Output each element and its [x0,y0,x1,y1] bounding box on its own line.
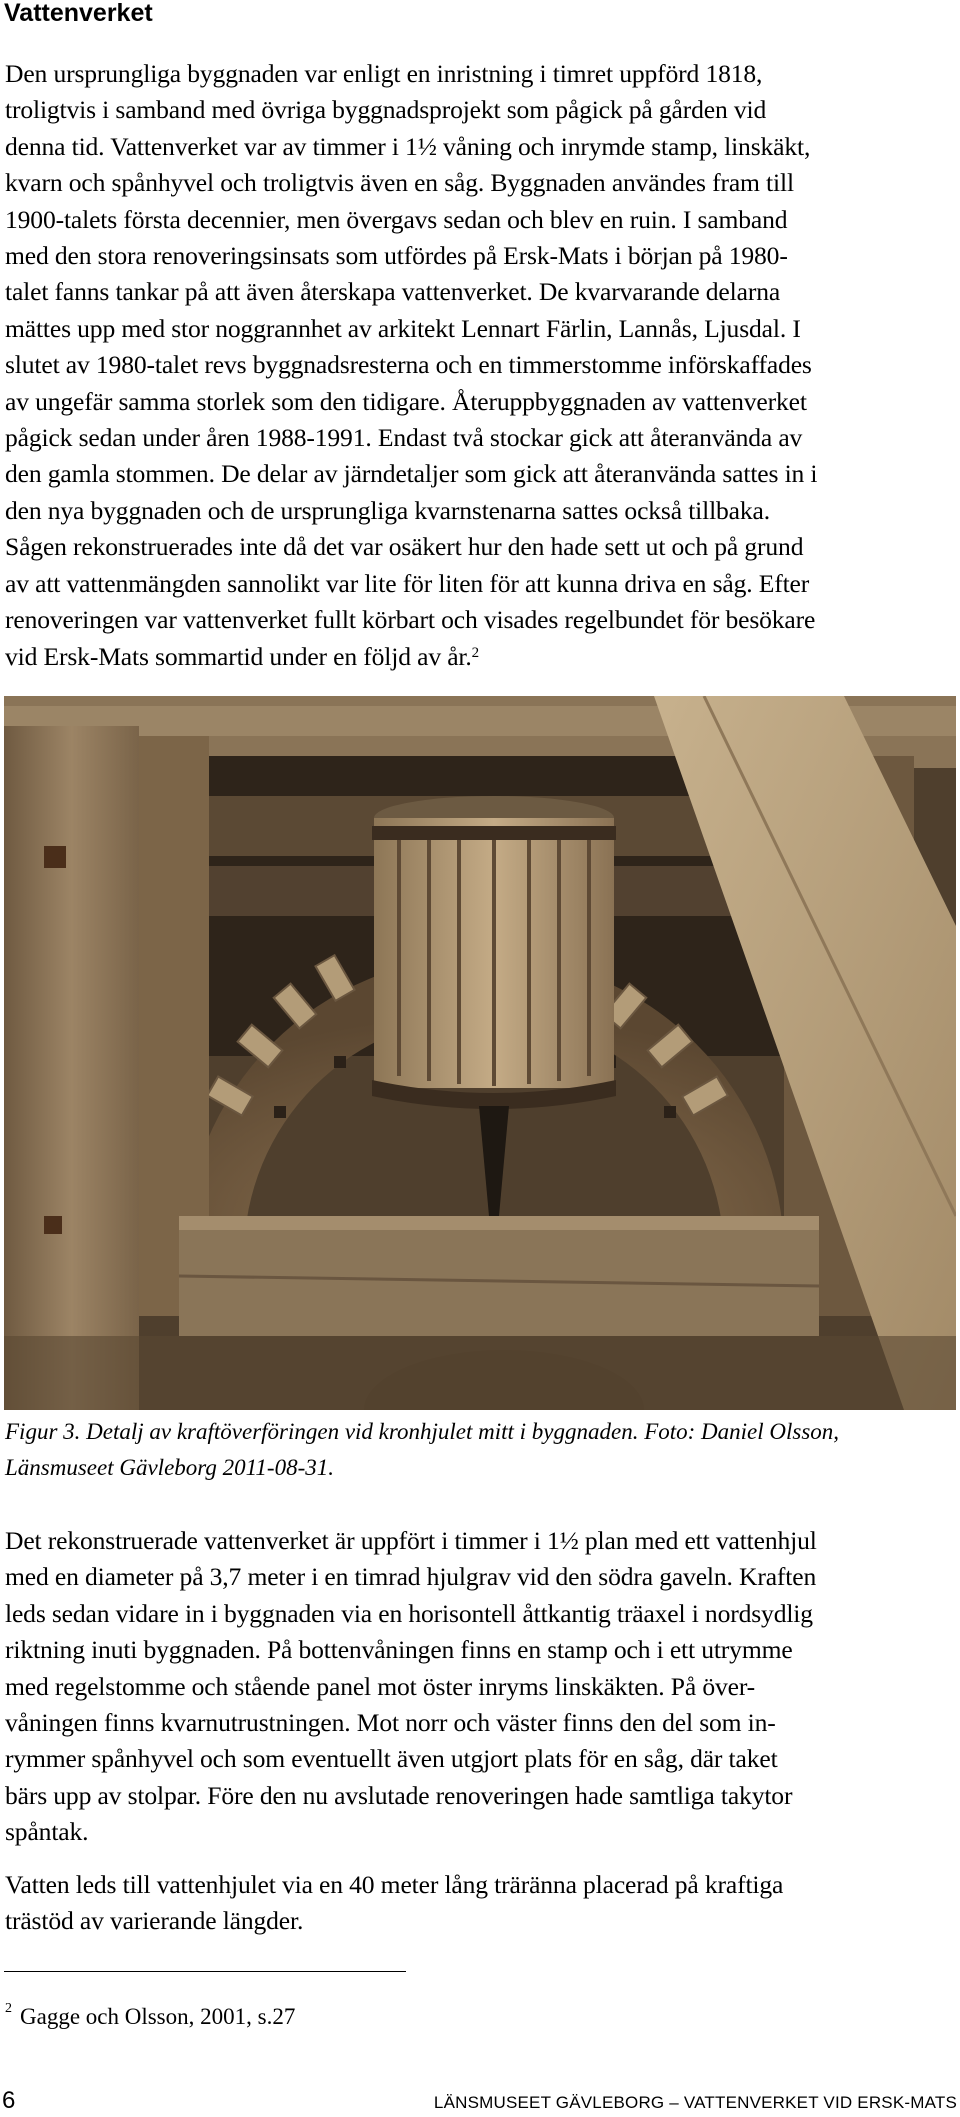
section-heading: Vattenverket [4,0,153,27]
text-line: riktning inuti byggnaden. På bottenvåningen finns en stamp och i ett utrymme [5,1635,793,1665]
text-line: den nya byggnaden och de ursprungliga kvarnstenarna sattes också tillbaka. [5,495,770,525]
text-line: denna tid. Vattenverket var av timmer i 1½ våning och inrymde stamp, linskäkt, [5,131,811,161]
footnote-separator [4,1971,406,1972]
text-line: Vatten leds till vattenhjulet via en 40 meter lång träränna placerad på kraftiga [5,1870,784,1899]
paragraph-description [5,1523,957,1851]
text-line: pågick sedan under åren 1988-1991. Endast två stockar gick att återanvända av [5,423,803,453]
paragraph-history [5,56,957,675]
text-line: med en diameter på 3,7 meter i en timrad hjulgrav vid den södra gaveln. Kraften [5,1562,817,1592]
running-footer: LÄNSMUSEET GÄVLEBORG – VATTENVERKET VID ERSK-MATS [433,2093,957,2112]
paragraph-water-channel [5,1867,957,1940]
text-line: våningen finns kvarnutrustningen. Mot norr och väster finns den del som in- [5,1708,776,1738]
caption-line: Figur 3. Detalj av kraftöverföringen vid kronhjulet mitt i byggnaden. Foto: Daniel Olsson, [5,1419,840,1444]
caption-line: Länsmuseet Gävleborg 2011-08-31. [5,1455,334,1480]
text-line-last [5,639,957,675]
waterwheel-crown-wheel-photo [4,696,956,1410]
footnote-reference[interactable]: 2 [471,644,479,661]
footnote-number: 2 [5,2001,12,2016]
text-line-content: vid Ersk-Mats sommartid under en följd av år. [5,641,472,671]
text-line: av ungefär samma storlek som den tidigare. Återuppbyggnaden av vattenverket [5,386,807,416]
text-line: mättes upp med stor noggrannhet av arkitekt Lennart Färlin, Lannås, Ljusdal. I [5,313,801,343]
page-number: 6 [2,2087,16,2114]
text-line: spåntak. [5,1817,89,1847]
text-line: 1900-talets första decennier, men övergavs sedan och blev en ruin. I samband [5,204,788,234]
text-line: Det rekonstruerade vattenverket är uppfört i timmer i 1½ plan med ett vattenhjul [5,1526,817,1555]
text-line: slutet av 1980-talet revs byggnadsresterna och en timmerstomme införskaffades [5,350,812,380]
text-line: av att vattenmängden sannolikt var lite för liten för att kunna driva en såg. Efter [5,568,810,598]
text-line: bärs upp av stolpar. Före den nu avslutade renoveringen hade samtliga takytor [5,1780,793,1810]
figure-photo [4,696,956,1410]
text-line: med den stora renoveringsinsats som utfördes på Ersk-Mats i början på 1980- [5,241,788,271]
text-line: Sågen rekonstruerades inte då det var osäkert hur den hade sett ut och på grund [5,532,804,562]
footnote [5,2002,295,2032]
text-line: leds sedan vidare in i byggnaden via en horisontell åttkantig träaxel i nordsydlig [5,1598,813,1628]
text-line: trästöd av varierande längder. [5,1906,304,1936]
text-line: Den ursprungliga byggnaden var enligt en inristning i timret uppförd 1818, [5,59,763,88]
text-line: den gamla stommen. De delar av järndetaljer som gick att återanvända sattes in i [5,459,818,489]
text-line: rymmer spånhyvel och som eventuellt även utgjort plats för en såg, där taket [5,1744,778,1774]
text-line: renoveringen var vattenverket fullt körbart och visades regelbundet för besökare [5,605,816,635]
footnote-text: Gagge och Olsson, 2001, s.27 [20,2004,296,2029]
text-line: talet fanns tankar på att även återskapa vattenverket. De kvarvarande delarna [5,277,781,307]
text-line: troligtvis i samband med övriga byggnadsprojekt som pågick på gården vid [5,95,767,125]
text-line: kvarn och spånhyvel och troligtvis även en såg. Byggnaden användes fram till [5,168,794,198]
figure-caption [5,1414,955,1486]
text-line: med regelstomme och stående panel mot öster inryms linskäkten. På över- [5,1671,756,1701]
